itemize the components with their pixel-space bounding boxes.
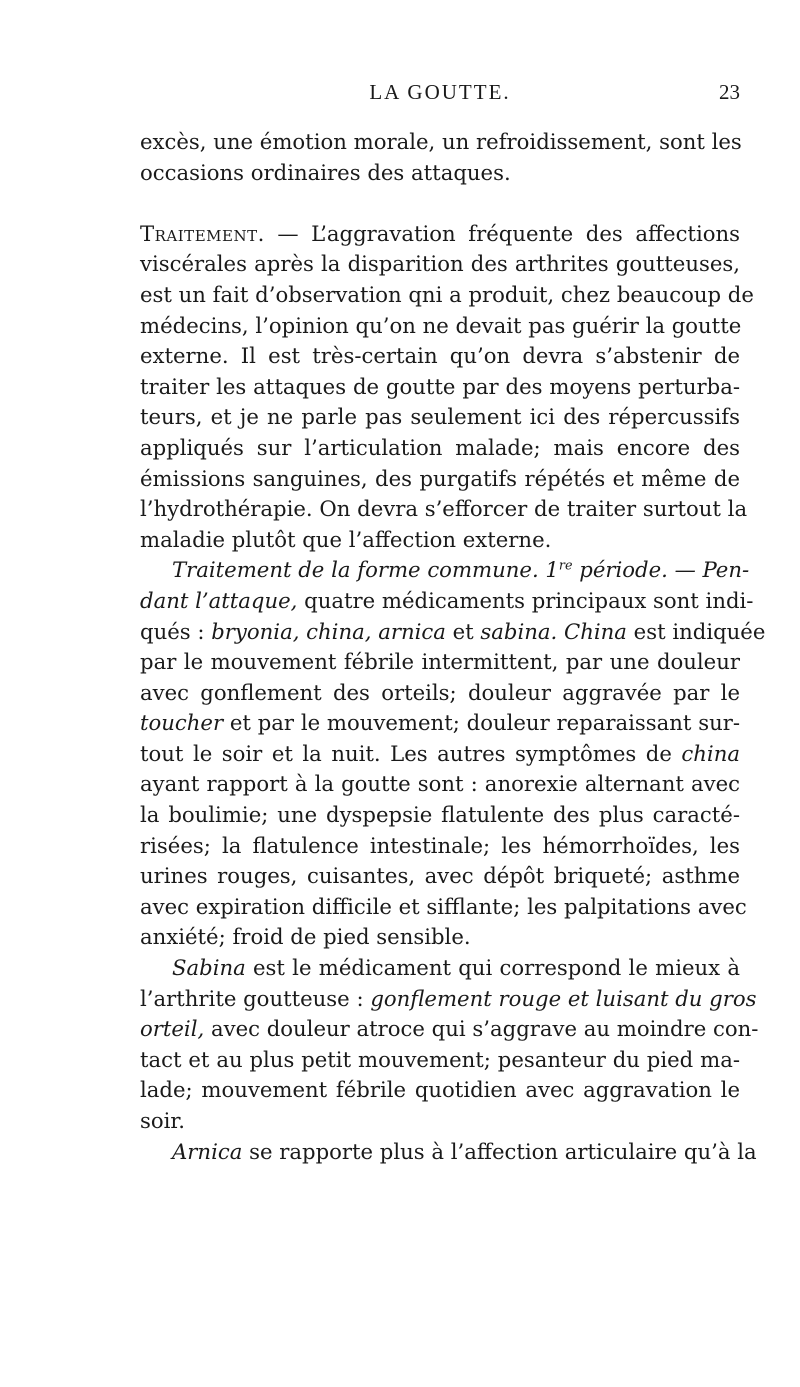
text-line: orteil, avec douleur atroce qui s’aggrave au moindre con- <box>140 1016 759 1042</box>
text-line: occasions ordinaires des attaques. <box>140 159 511 185</box>
section-heading: Traitement. <box>140 220 265 246</box>
body-text <box>140 127 766 1167</box>
text-line: la boulimie; une dyspepsie flatulente des plus caracté- <box>140 802 740 828</box>
text-line: par le mouvement fébrile intermittent, par une douleur <box>140 649 740 675</box>
text-line: soir. <box>140 1108 185 1133</box>
text-line: viscérales après la disparition des arthrites goutteuses, <box>140 251 740 277</box>
text-line: excès, une émotion morale, un refroidissement, sont les <box>140 129 742 154</box>
text-line: appliqués sur l’articulation malade; mais encore des <box>140 434 740 460</box>
page-number: 23 <box>719 80 740 104</box>
text-line: toucher et par le mouvement; douleur reparaissant sur- <box>140 710 740 736</box>
text-line: maladie plutôt que l’affection externe. <box>140 526 552 552</box>
text-line: avec gonflement des orteils; douleur aggravée par le <box>140 679 740 705</box>
text-line: traiter les attaques de goutte par des moyens perturba- <box>140 373 740 399</box>
text-line: avec expiration difficile et sifflante; les palpitations avec <box>140 893 747 919</box>
text-line: tout le soir et la nuit. Les autres symptômes de china <box>140 740 740 766</box>
text-line: est un fait d’observation qni a produit, chez beaucoup de <box>140 281 754 307</box>
text-line: dant l’attaque, quatre médicaments principaux sont indi- <box>140 587 754 613</box>
text-line: l’hydrothérapie. On devra s’efforcer de traiter surtout la <box>140 496 748 522</box>
text-line: tact et au plus petit mouvement; pesanteur du pied ma- <box>140 1046 740 1072</box>
text-line: anxiété; froid de pied sensible. <box>140 924 471 950</box>
text-line: risées; la flatulence intestinale; les hémorrhoïdes, les <box>140 832 740 858</box>
text-line: l’arthrite goutteuse : gonflement rouge et luisant du gros <box>140 985 757 1011</box>
text-line: médecins, l’opinion qu’on ne devait pas guérir la goutte <box>140 312 742 338</box>
text-line: Sabina est le médicament qui correspond le mieux à <box>172 955 740 981</box>
page-header <box>140 80 740 108</box>
text-line: qués : bryonia, china, arnica et sabina. China est indiquée <box>140 618 766 644</box>
text-line: teurs, et je ne parle pas seulement ici des répercussifs <box>140 404 740 430</box>
running-title: LA GOUTTE. <box>369 80 511 104</box>
text-line: émissions sanguines, des purgatifs répétés et même de <box>140 465 740 491</box>
text-line: lade; mouvement fébrile quotidien avec aggravation le <box>140 1077 740 1103</box>
paragraph-gap <box>140 188 740 219</box>
text-line: urines rouges, cuisantes, avec dépôt briqueté; asthme <box>140 863 740 889</box>
text-line: ayant rapport à la goutte sont : anorexie alternant avec <box>140 771 740 797</box>
text-line: Arnica se rapporte plus à l’affection articulaire qu’à la <box>172 1138 757 1164</box>
text-line: Traitement. — L’aggravation fréquente des affections <box>140 220 740 246</box>
text-line: externe. Il est très-certain qu’on devra s’abstenir de <box>140 343 740 369</box>
text-line: Traitement de la forme commune. 1re période. — Pen- <box>172 557 750 583</box>
